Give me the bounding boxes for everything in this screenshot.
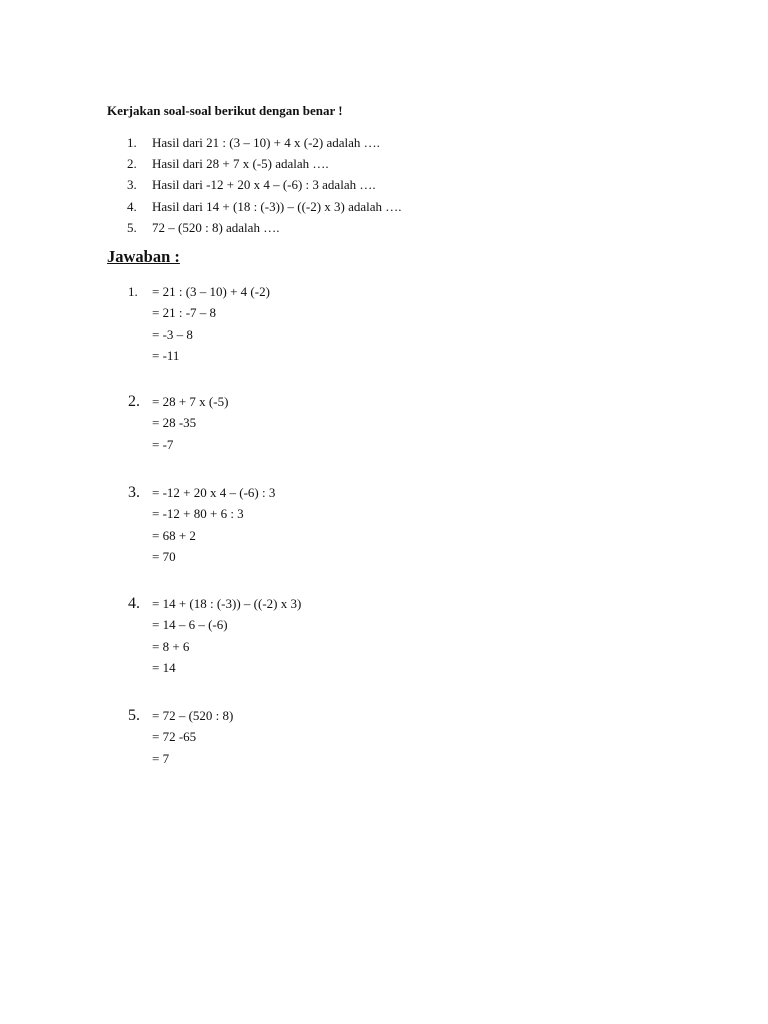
question-text: Hasil dari 28 + 7 x (-5) adalah ….	[152, 156, 329, 172]
question-number: 5.	[127, 219, 137, 235]
answer-step: = 14 – 6 – (-6)	[152, 617, 228, 633]
question-text: Hasil dari -12 + 20 x 4 – (-6) : 3 adalah ….	[152, 177, 376, 193]
question-text: Hasil dari 14 + (18 : (-3)) – ((-2) x 3) adalah ….	[152, 198, 402, 214]
answer-number: 4.	[128, 595, 140, 612]
answer-step: = 14 + (18 : (-3)) – ((-2) x 3)	[152, 596, 302, 611]
answer-block-4	[128, 593, 301, 678]
answer-step: = 28 + 7 x (-5)	[152, 394, 229, 409]
question-item	[127, 196, 402, 217]
question-number: 2.	[127, 156, 137, 172]
answer-number: 5.	[128, 707, 140, 724]
answer-step: = 72 – (520 : 8)	[152, 708, 234, 723]
question-text: Hasil dari 21 : (3 – 10) + 4 x (-2) adalah ….	[152, 135, 380, 150]
answer-line	[128, 434, 228, 455]
answer-block-2	[128, 391, 228, 455]
answer-step: = -12 + 80 + 6 : 3	[152, 506, 244, 522]
answer-number: 2.	[128, 393, 140, 410]
question-item	[127, 132, 402, 153]
answer-step: = -12 + 20 x 4 – (-6) : 3	[152, 485, 276, 500]
answer-line	[128, 281, 270, 302]
answer-step: = 68 + 2	[152, 527, 196, 543]
answer-line	[128, 482, 275, 503]
answer-step: = -11	[152, 347, 180, 363]
question-item	[127, 217, 402, 238]
answer-line	[128, 525, 275, 546]
answer-line	[128, 391, 228, 412]
question-number: 3.	[127, 177, 137, 193]
answer-number: 1.	[128, 284, 138, 299]
question-text: 72 – (520 : 8) adalah ….	[152, 219, 280, 235]
answer-step: = 70	[152, 548, 176, 564]
answer-line	[128, 412, 228, 433]
answer-step: = -3 – 8	[152, 326, 193, 342]
answer-line	[128, 324, 270, 345]
question-number: 1.	[127, 135, 137, 150]
answer-step: = 21 : (3 – 10) + 4 (-2)	[152, 284, 270, 299]
answer-line	[128, 593, 301, 614]
answers-heading: Jawaban :	[107, 247, 180, 266]
question-item	[127, 174, 402, 195]
answer-line	[128, 345, 270, 366]
answer-step: = 14	[152, 659, 176, 675]
answer-line	[128, 636, 301, 657]
answer-block-3	[128, 482, 275, 567]
question-item	[127, 153, 402, 174]
question-number: 4.	[127, 198, 137, 214]
answer-step: = 72 -65	[152, 729, 197, 745]
answer-block-5	[128, 705, 233, 769]
answer-number: 3.	[128, 484, 140, 501]
answer-step: = 21 : -7 – 8	[152, 305, 217, 321]
answer-line	[128, 705, 233, 726]
answer-line	[128, 302, 270, 323]
answer-step: = 8 + 6	[152, 638, 190, 654]
answer-line	[128, 614, 301, 635]
answer-line	[128, 503, 275, 524]
answer-line	[128, 657, 301, 678]
answer-line	[128, 546, 275, 567]
instruction-text: Kerjakan soal-soal berikut dengan benar !	[107, 103, 343, 118]
answer-line	[128, 726, 233, 747]
answer-step: = 28 -35	[152, 415, 197, 431]
question-list	[127, 132, 402, 238]
answer-line	[128, 748, 233, 769]
answer-step: = -7	[152, 436, 174, 452]
answer-step: = 7	[152, 750, 170, 766]
answer-block-1	[128, 281, 270, 366]
